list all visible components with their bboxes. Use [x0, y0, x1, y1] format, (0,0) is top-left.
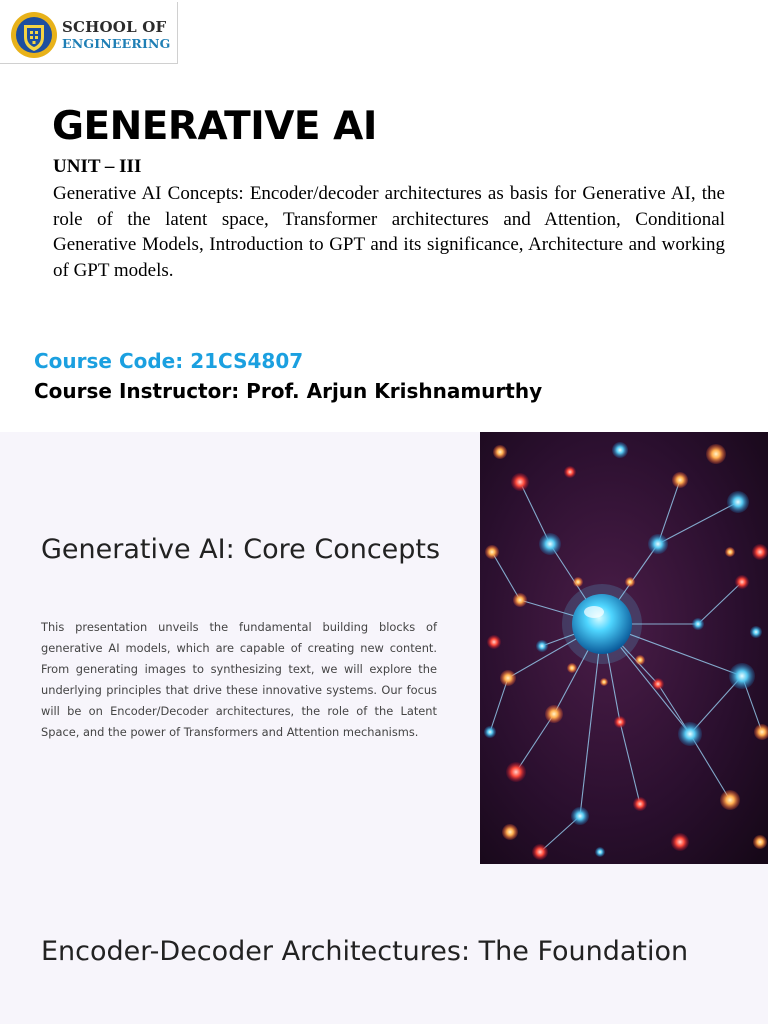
unit-label: UNIT – III: [53, 156, 142, 177]
slide-body-text: This presentation unveils the fundamental building blocks of generative AI models, which are capable of creating new content. From generating images to synthesizing text, we will explore the underlying principles that drive these innovative systems. Our focus will be on Encoder/Decoder architectures, the role of the Latent Space, and the power of Transformers and Attention mechanisms.: [41, 620, 437, 739]
slide-core-concepts: [0, 432, 768, 864]
university-seal-icon: [10, 11, 58, 59]
slide-title: Encoder-Decoder Architectures: The Foundation: [41, 936, 689, 967]
logo-text-engineering: ENGINEERING: [62, 36, 171, 51]
course-code: Course Code: 21CS4807: [34, 349, 304, 373]
slide-encoder-decoder: [0, 864, 768, 1024]
course-instructor: Course Instructor: Prof. Arjun Krishnamurthy: [34, 379, 543, 403]
document-title: GENERATIVE AI: [52, 104, 377, 149]
school-logo: [0, 2, 178, 64]
slide-title: Generative AI: Core Concepts: [41, 534, 441, 565]
logo-text-school-of: SCHOOL OF: [62, 18, 167, 36]
neural-network-illustration: [480, 432, 768, 864]
neural-network-image: [480, 432, 768, 864]
unit-description: Generative AI Concepts: Encoder/decoder architectures as basis for Generative AI, the role of the latent space, Transformer architectures and Attention, Conditional Generative Models, Introduction to GPT and its significance, Architecture and working of GPT models.: [53, 183, 725, 281]
